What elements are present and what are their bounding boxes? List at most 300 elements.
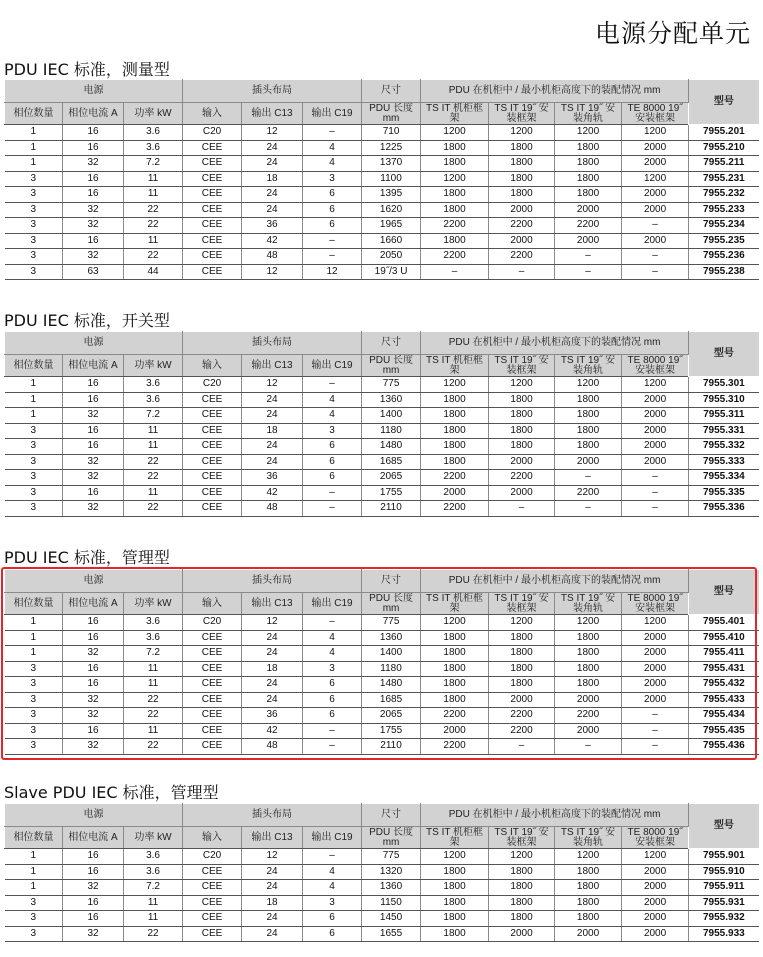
table-cell: 2200 — [489, 470, 555, 486]
table-cell: 1800 — [421, 423, 489, 439]
table-cell: – — [555, 470, 622, 486]
table-cell: – — [622, 470, 689, 486]
table-cell: 1800 — [421, 156, 489, 172]
table-cell: 1 — [5, 849, 63, 865]
section-title: PDU IEC 标准，管理型 — [4, 548, 170, 567]
table-cell: 32 — [63, 739, 124, 755]
table-cell: 3 — [5, 202, 63, 218]
table-cell: 22 — [124, 501, 183, 517]
table-cell: 2110 — [362, 739, 421, 755]
table-cell: 2200 — [489, 249, 555, 265]
header-output-c13: 输出 C13 — [242, 827, 303, 849]
model-number: 7955.211 — [689, 156, 759, 172]
table-cell: 16 — [63, 392, 124, 408]
table-cell: 4 — [303, 408, 362, 424]
table-cell: 32 — [63, 692, 124, 708]
table-cell: 24 — [242, 911, 303, 927]
table-cell: 18 — [242, 423, 303, 439]
table-cell: 1800 — [489, 880, 555, 896]
header-pdu-length: PDU 长度 mm — [362, 593, 421, 615]
table-cell: 1800 — [555, 677, 622, 693]
table-row — [5, 156, 759, 172]
table-cell: 24 — [242, 692, 303, 708]
pdu-table — [4, 803, 759, 942]
table-cell: 3.6 — [124, 864, 183, 880]
table-cell: CEE — [183, 202, 242, 218]
table-cell: 2000 — [622, 454, 689, 470]
table-cell: 3 — [303, 661, 362, 677]
table-cell: 2000 — [555, 926, 622, 942]
table-cell: 2110 — [362, 501, 421, 517]
table-cell: 24 — [242, 408, 303, 424]
table-cell: 2000 — [421, 485, 489, 501]
table-cell: 1800 — [489, 661, 555, 677]
model-number: 7955.411 — [689, 646, 759, 662]
table-cell: CEE — [183, 895, 242, 911]
table-cell: 2000 — [555, 454, 622, 470]
table-cell: 6 — [303, 926, 362, 942]
header-install-group: PDU 在机柜中 / 最小机柜高度下的装配情况 mm — [421, 80, 689, 103]
table-cell: 1800 — [421, 677, 489, 693]
table-row — [5, 880, 759, 896]
table-cell: 2000 — [421, 723, 489, 739]
table-cell: 24 — [242, 156, 303, 172]
table-cell: 6 — [303, 708, 362, 724]
table-row — [5, 233, 759, 249]
table-cell: 11 — [124, 233, 183, 249]
table-cell: 22 — [124, 202, 183, 218]
table-cell: 12 — [242, 377, 303, 393]
table-cell: 2000 — [622, 233, 689, 249]
table-cell: 1800 — [555, 895, 622, 911]
table-cell: 32 — [63, 926, 124, 942]
table-cell: 6 — [303, 439, 362, 455]
header-ts-19-frame: TS IT 19˝ 安装框架 — [489, 827, 555, 849]
header-input: 输入 — [183, 827, 242, 849]
model-number: 7955.410 — [689, 630, 759, 646]
table-row — [5, 646, 759, 662]
model-number: 7955.334 — [689, 470, 759, 486]
table-cell: 1800 — [421, 926, 489, 942]
table-cell: 1200 — [555, 615, 622, 631]
table-cell: 2200 — [555, 708, 622, 724]
table-cell: 1800 — [421, 392, 489, 408]
table-cell: 1800 — [555, 880, 622, 896]
header-size-group: 尺寸 — [362, 804, 421, 827]
table-cell: 1 — [5, 377, 63, 393]
table-cell: 1200 — [421, 615, 489, 631]
table-cell: 3 — [5, 233, 63, 249]
table-cell: 2000 — [622, 187, 689, 203]
table-cell: 22 — [124, 454, 183, 470]
header-size-group: 尺寸 — [362, 332, 421, 355]
table-cell: 2000 — [489, 202, 555, 218]
header-ts-frame: TS IT 机柜框架 — [421, 103, 489, 125]
header-ts-frame: TS IT 机柜框架 — [421, 593, 489, 615]
table-cell: 1200 — [622, 377, 689, 393]
table-cell: – — [622, 218, 689, 234]
header-phase-current: 相位电流 A — [63, 355, 124, 377]
table-cell: 22 — [124, 470, 183, 486]
table-cell: 1800 — [555, 171, 622, 187]
table-cell: – — [303, 377, 362, 393]
table-cell: 2000 — [555, 723, 622, 739]
table-cell: 36 — [242, 218, 303, 234]
model-number: 7955.238 — [689, 264, 759, 280]
table-row — [5, 677, 759, 693]
model-number: 7955.401 — [689, 615, 759, 631]
table-cell: 24 — [242, 454, 303, 470]
page-title: 电源分配单元 — [594, 19, 751, 48]
table-cell: 32 — [63, 202, 124, 218]
header-power-group: 电源 — [5, 80, 183, 103]
table-cell: 2200 — [489, 723, 555, 739]
table-cell: 32 — [63, 501, 124, 517]
model-number: 7955.301 — [689, 377, 759, 393]
table-cell: 3 — [5, 692, 63, 708]
table-cell: 775 — [362, 615, 421, 631]
pdu-table — [4, 569, 759, 755]
header-input: 输入 — [183, 103, 242, 125]
table-cell: – — [489, 501, 555, 517]
table-cell: 1200 — [555, 377, 622, 393]
table-cell: 3 — [5, 454, 63, 470]
header-input: 输入 — [183, 593, 242, 615]
table-cell: 2000 — [622, 880, 689, 896]
table-cell: 11 — [124, 187, 183, 203]
table-cell: 1800 — [421, 630, 489, 646]
table-cell: CEE — [183, 739, 242, 755]
table-cell: – — [303, 125, 362, 141]
table-cell: – — [489, 739, 555, 755]
table-cell: 2000 — [622, 864, 689, 880]
table-cell: 3 — [5, 739, 63, 755]
table-row — [5, 392, 759, 408]
pdu-table — [4, 331, 759, 517]
table-cell: 24 — [242, 646, 303, 662]
table-cell: 48 — [242, 739, 303, 755]
table-cell: 2000 — [622, 156, 689, 172]
table-cell: 24 — [242, 392, 303, 408]
table-cell: CEE — [183, 911, 242, 927]
table-cell: 16 — [63, 485, 124, 501]
table-cell: 18 — [242, 171, 303, 187]
table-cell: 16 — [63, 423, 124, 439]
header-te-8000: TE 8000 19˝ 安装框架 — [622, 593, 689, 615]
header-phases: 相位数量 — [5, 103, 63, 125]
table-cell: 3 — [5, 723, 63, 739]
table-cell: 16 — [63, 849, 124, 865]
table-cell: 3 — [5, 677, 63, 693]
table-cell: 16 — [63, 895, 124, 911]
header-socket-group: 插头布局 — [183, 570, 362, 593]
table-cell: 1200 — [555, 849, 622, 865]
table-cell: 1965 — [362, 218, 421, 234]
table-cell: 3.6 — [124, 125, 183, 141]
table-cell: 1200 — [555, 125, 622, 141]
table-cell: 1200 — [489, 377, 555, 393]
table-cell: 24 — [242, 926, 303, 942]
table-cell: 2200 — [421, 470, 489, 486]
model-number: 7955.235 — [689, 233, 759, 249]
table-cell: 32 — [63, 218, 124, 234]
table-cell: 18 — [242, 661, 303, 677]
model-number: 7955.310 — [689, 392, 759, 408]
header-output-c13: 输出 C13 — [242, 593, 303, 615]
table-cell: 11 — [124, 661, 183, 677]
table-cell: 24 — [242, 864, 303, 880]
table-cell: 1800 — [489, 171, 555, 187]
table-row — [5, 408, 759, 424]
table-cell: 1755 — [362, 485, 421, 501]
table-cell: 1800 — [555, 864, 622, 880]
table-cell: 1800 — [555, 630, 622, 646]
section-title: PDU IEC 标准，开关型 — [4, 311, 170, 330]
table-cell: 1 — [5, 864, 63, 880]
table-cell: – — [303, 739, 362, 755]
table-cell: CEE — [183, 708, 242, 724]
table-cell: 32 — [63, 880, 124, 896]
table-cell: 32 — [63, 454, 124, 470]
table-cell: – — [303, 485, 362, 501]
table-cell: – — [489, 264, 555, 280]
table-cell: 4 — [303, 864, 362, 880]
table-cell: 11 — [124, 439, 183, 455]
model-number: 7955.201 — [689, 125, 759, 141]
header-ts-19-rail: TS IT 19˝ 安装角轨 — [555, 355, 622, 377]
table-cell: 1225 — [362, 140, 421, 156]
model-number: 7955.432 — [689, 677, 759, 693]
table-cell: 1 — [5, 140, 63, 156]
model-number: 7955.336 — [689, 501, 759, 517]
table-cell: 1800 — [489, 439, 555, 455]
table-cell: 3 — [5, 485, 63, 501]
table-cell: 24 — [242, 187, 303, 203]
table-cell: 24 — [242, 630, 303, 646]
table-cell: 1800 — [421, 233, 489, 249]
table-cell: 48 — [242, 249, 303, 265]
table-cell: 2200 — [421, 739, 489, 755]
table-cell: CEE — [183, 140, 242, 156]
header-model: 型号 — [689, 332, 759, 377]
table-cell: 16 — [63, 723, 124, 739]
table-cell: – — [555, 739, 622, 755]
table-cell: 2200 — [421, 501, 489, 517]
table-cell: 3 — [5, 423, 63, 439]
table-cell: 1800 — [421, 187, 489, 203]
table-cell: 2200 — [421, 708, 489, 724]
table-cell: – — [421, 264, 489, 280]
section-title: PDU IEC 标准，测量型 — [4, 60, 170, 79]
table-row — [5, 723, 759, 739]
table-cell: 16 — [63, 187, 124, 203]
table-cell: 1395 — [362, 187, 421, 203]
table-cell: 2000 — [489, 233, 555, 249]
header-ts-19-frame: TS IT 19˝ 安装框架 — [489, 103, 555, 125]
table-cell: 4 — [303, 880, 362, 896]
table-cell: 19˝/3 U — [362, 264, 421, 280]
table-cell: 42 — [242, 723, 303, 739]
table-row — [5, 739, 759, 755]
table-row — [5, 202, 759, 218]
table-cell: – — [622, 485, 689, 501]
table-cell: 2000 — [555, 692, 622, 708]
model-number: 7955.335 — [689, 485, 759, 501]
table-row — [5, 926, 759, 942]
table-cell: 16 — [63, 377, 124, 393]
table-row — [5, 895, 759, 911]
table-row — [5, 470, 759, 486]
header-phase-current: 相位电流 A — [63, 593, 124, 615]
model-number: 7955.433 — [689, 692, 759, 708]
header-ts-19-rail: TS IT 19˝ 安装角轨 — [555, 103, 622, 125]
table-row — [5, 423, 759, 439]
header-pdu-length: PDU 长度 mm — [362, 355, 421, 377]
table-cell: 16 — [63, 125, 124, 141]
table-cell: 2000 — [622, 692, 689, 708]
table-cell: 1800 — [421, 692, 489, 708]
table-cell: 1360 — [362, 630, 421, 646]
table-cell: 1800 — [421, 439, 489, 455]
header-model: 型号 — [689, 80, 759, 125]
table-cell: 1800 — [489, 677, 555, 693]
table-cell: 6 — [303, 911, 362, 927]
header-phase-current: 相位电流 A — [63, 103, 124, 125]
header-model: 型号 — [689, 570, 759, 615]
header-output-c19: 输出 C19 — [303, 103, 362, 125]
table-cell: C20 — [183, 125, 242, 141]
header-ts-19-rail: TS IT 19˝ 安装角轨 — [555, 593, 622, 615]
table-cell: 22 — [124, 739, 183, 755]
header-ts-19-frame: TS IT 19˝ 安装框架 — [489, 355, 555, 377]
header-socket-group: 插头布局 — [183, 804, 362, 827]
table-cell: 2000 — [622, 439, 689, 455]
table-cell: 3.6 — [124, 630, 183, 646]
table-cell: 3 — [5, 249, 63, 265]
table-cell: 1200 — [421, 171, 489, 187]
table-cell: 6 — [303, 470, 362, 486]
table-cell: 11 — [124, 723, 183, 739]
table-cell: CEE — [183, 171, 242, 187]
table-cell: 3 — [303, 171, 362, 187]
table-cell: – — [622, 739, 689, 755]
table-cell: – — [303, 501, 362, 517]
table-cell: 1800 — [555, 661, 622, 677]
table-cell: 1800 — [489, 630, 555, 646]
table-cell: 22 — [124, 708, 183, 724]
model-number: 7955.333 — [689, 454, 759, 470]
table-cell: 1685 — [362, 692, 421, 708]
header-power-kw: 功率 kW — [124, 103, 183, 125]
table-cell: CEE — [183, 408, 242, 424]
table-row — [5, 911, 759, 927]
header-power-group: 电源 — [5, 332, 183, 355]
table-cell: 3 — [5, 661, 63, 677]
table-cell: 1 — [5, 392, 63, 408]
table-row — [5, 377, 759, 393]
table-cell: 1200 — [489, 849, 555, 865]
table-cell: 1800 — [555, 646, 622, 662]
table-cell: 1800 — [421, 408, 489, 424]
table-cell: 11 — [124, 895, 183, 911]
table-cell: CEE — [183, 454, 242, 470]
table-cell: 7.2 — [124, 408, 183, 424]
header-output-c19: 输出 C19 — [303, 827, 362, 849]
table-cell: 2200 — [489, 708, 555, 724]
table-cell: – — [555, 249, 622, 265]
table-cell: 1200 — [622, 615, 689, 631]
table-cell: 12 — [242, 615, 303, 631]
model-number: 7955.236 — [689, 249, 759, 265]
table-cell: 3 — [5, 895, 63, 911]
table-cell: 4 — [303, 140, 362, 156]
header-power-kw: 功率 kW — [124, 827, 183, 849]
table-row — [5, 125, 759, 141]
header-model: 型号 — [689, 804, 759, 849]
table-cell: CEE — [183, 233, 242, 249]
header-pdu-length: PDU 长度 mm — [362, 103, 421, 125]
table-row — [5, 218, 759, 234]
table-cell: 710 — [362, 125, 421, 141]
table-cell: 2200 — [421, 218, 489, 234]
table-cell: 16 — [63, 140, 124, 156]
header-ts-frame: TS IT 机柜框架 — [421, 827, 489, 849]
table-cell: CEE — [183, 439, 242, 455]
table-row — [5, 708, 759, 724]
table-cell: 32 — [63, 156, 124, 172]
table-cell: 1620 — [362, 202, 421, 218]
table-cell: 16 — [63, 171, 124, 187]
table-cell: 3 — [5, 501, 63, 517]
table-cell: 1660 — [362, 233, 421, 249]
table-cell: 3.6 — [124, 140, 183, 156]
table-cell: 48 — [242, 501, 303, 517]
table-cell: CEE — [183, 187, 242, 203]
table-cell: 1200 — [622, 171, 689, 187]
table-cell: 3 — [303, 423, 362, 439]
table-cell: 3 — [5, 926, 63, 942]
table-row — [5, 171, 759, 187]
table-row — [5, 692, 759, 708]
model-number: 7955.933 — [689, 926, 759, 942]
table-cell: 2065 — [362, 470, 421, 486]
table-cell: 22 — [124, 249, 183, 265]
table-cell: – — [622, 249, 689, 265]
table-cell: 2200 — [489, 218, 555, 234]
table-cell: – — [622, 264, 689, 280]
table-cell: 2000 — [622, 911, 689, 927]
model-number: 7955.911 — [689, 880, 759, 896]
table-cell: 16 — [63, 233, 124, 249]
header-install-group: PDU 在机柜中 / 最小机柜高度下的装配情况 mm — [421, 332, 689, 355]
table-cell: 1800 — [489, 140, 555, 156]
table-cell: 1800 — [421, 911, 489, 927]
header-phases: 相位数量 — [5, 355, 63, 377]
table-cell: 2200 — [555, 485, 622, 501]
table-cell: 1180 — [362, 661, 421, 677]
table-cell: 3 — [5, 171, 63, 187]
table-cell: 24 — [242, 140, 303, 156]
table-cell: 3.6 — [124, 392, 183, 408]
table-cell: 1320 — [362, 864, 421, 880]
table-cell: 1800 — [421, 661, 489, 677]
model-number: 7955.434 — [689, 708, 759, 724]
table-cell: 1 — [5, 630, 63, 646]
table-cell: 12 — [242, 264, 303, 280]
header-power-kw: 功率 kW — [124, 355, 183, 377]
table-cell: 12 — [242, 849, 303, 865]
table-cell: CEE — [183, 218, 242, 234]
